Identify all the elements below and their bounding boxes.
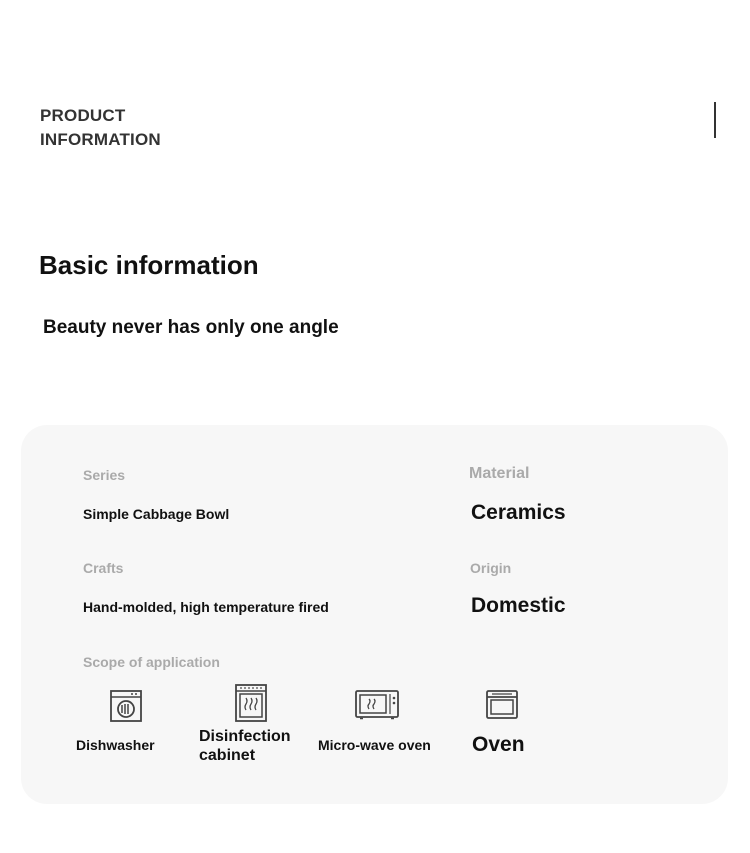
scope-label: Scope of application [83, 654, 220, 670]
app-label-disinfection-line2: cabinet [199, 747, 256, 764]
app-label-disinfection-line1: Disinfection [199, 728, 291, 745]
app-label-oven: Oven [472, 733, 525, 756]
app-label-microwave: Micro-wave oven [318, 737, 431, 753]
origin-value: Domestic [471, 594, 566, 617]
dishwasher-icon [110, 690, 142, 722]
header-divider [714, 102, 716, 138]
crafts-value: Hand-molded, high temperature fired [83, 599, 329, 615]
oven-icon [486, 690, 518, 720]
crafts-label: Crafts [83, 560, 124, 576]
header-title-line2: INFORMATION [40, 130, 161, 149]
section-title: Basic information [39, 250, 259, 280]
microwave-icon [355, 690, 399, 720]
app-label-disinfection-cabinet [199, 727, 291, 765]
header-title-line1: PRODUCT [40, 106, 126, 125]
series-label: Series [83, 467, 126, 483]
disinfection-cabinet-icon [235, 684, 267, 722]
info-card [21, 425, 728, 804]
origin-label: Origin [470, 560, 512, 576]
section-subtitle: Beauty never has only one angle [43, 317, 339, 338]
series-value: Simple Cabbage Bowl [83, 506, 230, 522]
material-label: Material [469, 465, 530, 482]
header-title [40, 104, 161, 152]
app-label-dishwasher: Dishwasher [76, 737, 155, 753]
material-value: Ceramics [471, 501, 566, 524]
